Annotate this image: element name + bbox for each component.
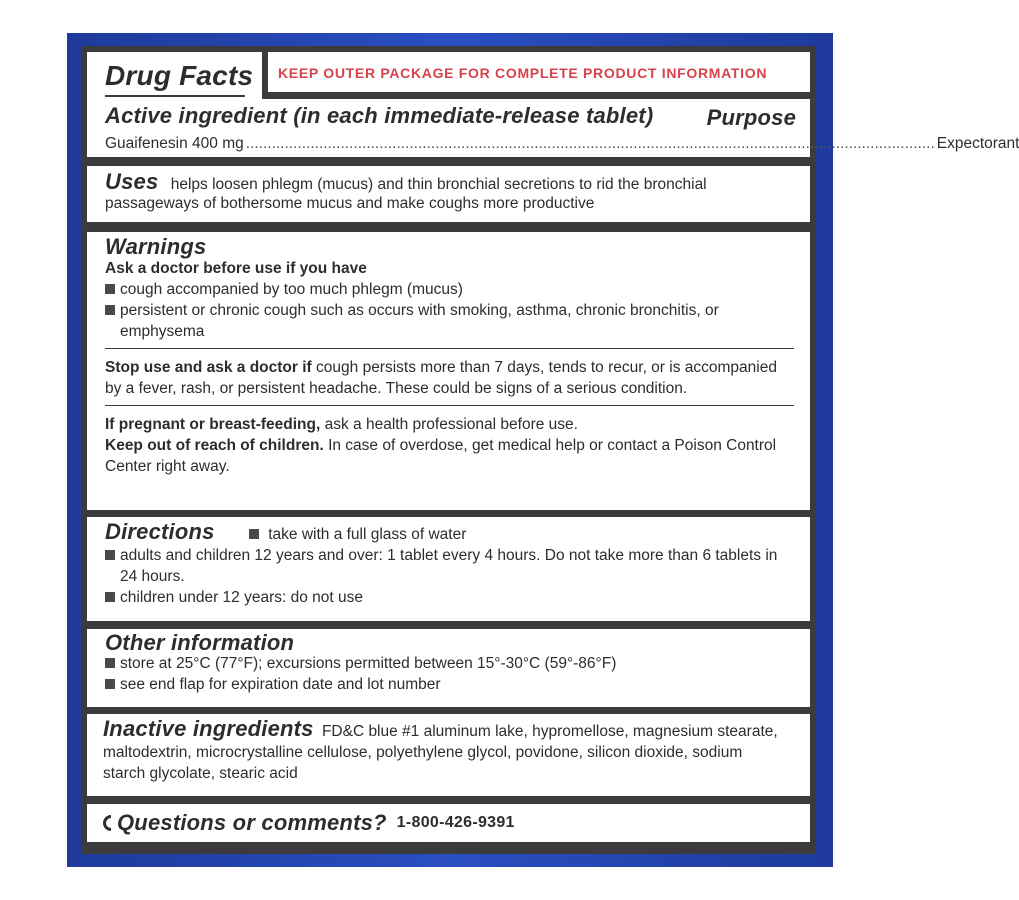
uses-text-line1: helps loosen phlegm (mucus) and thin bronchial secretions to rid the bronchial	[170, 176, 707, 193]
direction-item-text: adults and children 12 years and over: 1 tablet every 4 hours. Do not take more than 6 tablets in 24 hours.	[120, 547, 778, 585]
drug-facts-title: Drug Facts	[105, 60, 254, 91]
bullet-icon	[105, 305, 115, 315]
stop-use-text: cough persists more than 7 days, tends to recur, or is accompanied by a fever, rash, or persistent headache. These could be signs of a serious condition.	[105, 359, 777, 397]
direction-item	[105, 587, 794, 608]
directions-section	[87, 517, 810, 621]
other-information-section	[87, 629, 810, 707]
active-ingredient-heading: Active ingredient (in each immediate-release tablet)	[105, 103, 654, 128]
warning-item	[105, 279, 794, 300]
questions-section	[87, 804, 810, 842]
direction-item-text: children under 12 years: do not use	[120, 589, 363, 606]
active-ingredient-section	[87, 99, 1019, 157]
other-info-item	[105, 674, 794, 695]
inactive-ingredients-heading: Inactive ingredients	[103, 716, 314, 741]
ingredient-name: Guaifenesin 400 mg	[105, 135, 244, 152]
stop-use-label: Stop use and ask a doctor if	[105, 359, 312, 376]
warning-item-text: cough accompanied by too much phlegm (mucus)	[120, 281, 463, 298]
inactive-ingredients-paragraph	[103, 718, 780, 784]
questions-heading: Questions or comments?	[117, 810, 387, 835]
warning-item	[105, 300, 794, 342]
inactive-ingredients-text: FD&C blue #1 aluminum lake, hypromellose, magnesium stearate, maltodextrin, microcrystalline cellulose, polyethylene glycol, povidone, silicon dioxide, sodium starch glycolate, stearic acid	[103, 723, 778, 782]
keep-out-label: Keep out of reach of children.	[105, 437, 324, 454]
uses-section	[87, 166, 810, 222]
keep-out-paragraph	[105, 435, 794, 477]
pregnant-paragraph	[105, 414, 794, 435]
uses-heading: Uses	[105, 169, 159, 194]
keep-out-text: In case of overdose, get medical help or contact a Poison Control Center right away.	[105, 437, 777, 475]
warnings-section	[87, 232, 810, 510]
phone-icon	[103, 815, 111, 831]
keep-package-banner	[268, 52, 810, 92]
bullet-icon	[105, 679, 115, 689]
inactive-ingredients-section	[87, 714, 810, 796]
stop-use-paragraph	[105, 357, 794, 399]
purpose-value: Expectorant	[936, 135, 1019, 152]
leader-dots: ................................................................................................................................................................	[245, 135, 935, 152]
pregnant-text: ask a health professional before use.	[324, 416, 578, 433]
title-underline	[105, 95, 245, 97]
uses-text-line2: passageways of bothersome mucus and make coughs more productive	[105, 195, 595, 212]
warnings-heading: Warnings	[105, 234, 207, 259]
section-divider	[105, 405, 794, 406]
other-information-heading: Other information	[105, 630, 295, 655]
bullet-icon	[249, 529, 259, 539]
bullet-icon	[105, 592, 115, 602]
bullet-icon	[105, 550, 115, 560]
other-info-item	[105, 653, 794, 674]
phone-number: 1-800-426-9391	[396, 814, 515, 831]
bullet-icon	[105, 284, 115, 294]
direction-item	[105, 545, 794, 587]
active-ingredient-row	[105, 133, 1019, 154]
warning-item-text: persistent or chronic cough such as occurs with smoking, asthma, chronic bronchitis, or emphysema	[120, 302, 719, 340]
bullet-icon	[105, 658, 115, 668]
purpose-heading: Purpose	[706, 105, 796, 130]
direction-item-text: take with a full glass of water	[268, 526, 467, 543]
directions-heading: Directions	[105, 519, 215, 544]
other-info-text: see end flap for expiration date and lot number	[120, 676, 441, 693]
other-info-text: store at 25°C (77°F); excursions permitted between 15°-30°C (59°-86°F)	[120, 655, 617, 672]
ask-doctor-heading: Ask a doctor before use if you have	[105, 260, 367, 277]
keep-package-text: KEEP OUTER PACKAGE FOR COMPLETE PRODUCT INFORMATION	[278, 65, 768, 81]
pregnant-label: If pregnant or breast-feeding,	[105, 416, 321, 433]
drug-facts-title-box	[87, 52, 262, 99]
section-divider	[105, 348, 794, 349]
